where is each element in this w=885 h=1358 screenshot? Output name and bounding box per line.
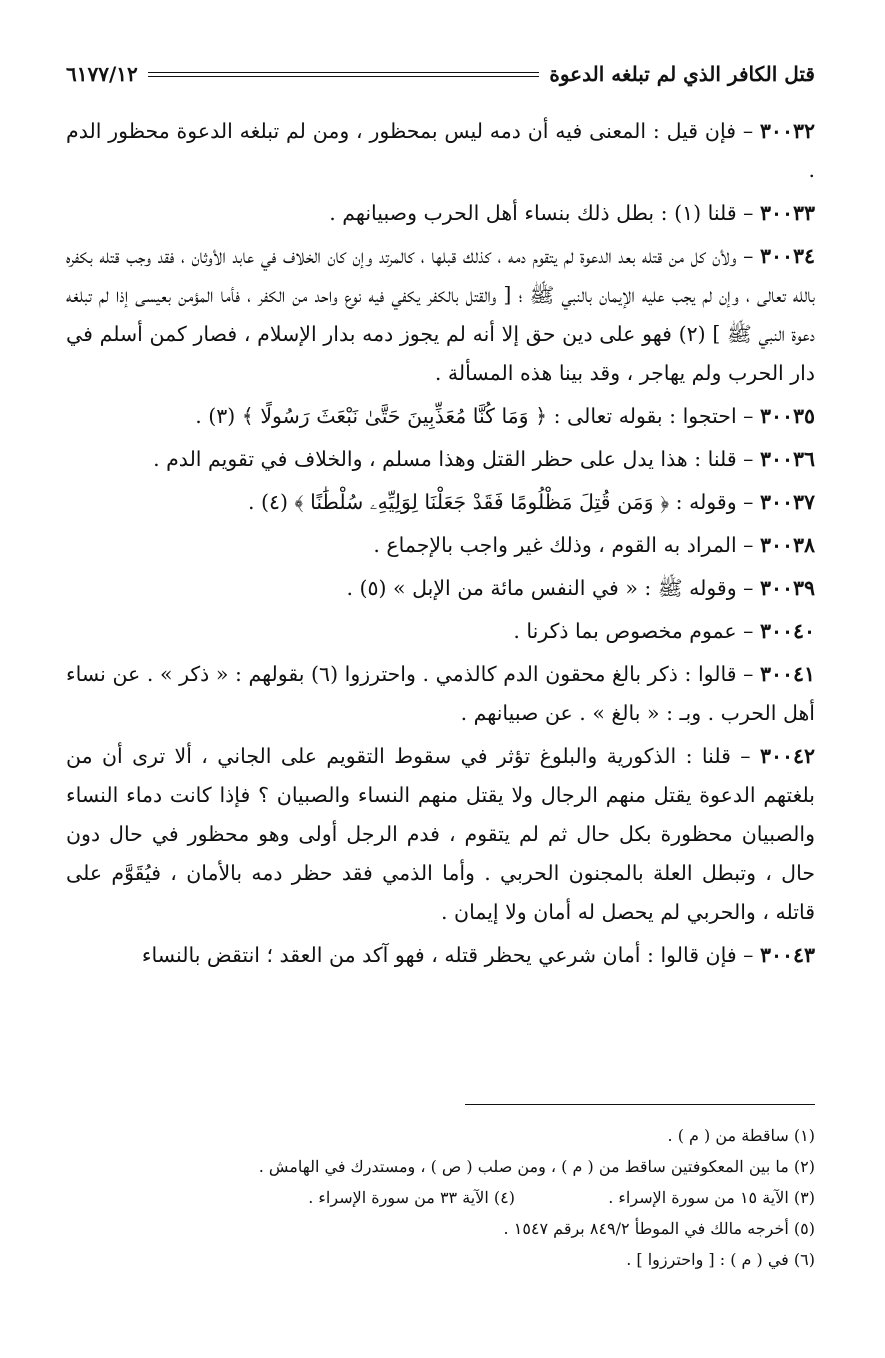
paragraph <box>66 483 815 522</box>
paragraph-number: ٣٠٠٤٣ <box>759 943 815 967</box>
paragraph-text: – احتجوا : بقوله تعالى : ﴿ وَمَا كُنَّا مُعَذِّبِينَ حَتَّىٰ نَبْعَثَ رَسُولًا ﴾ (٣) . <box>195 404 754 428</box>
paragraph <box>66 112 815 190</box>
paragraph-text: – فإن قيل : المعنى فيه أن دمه ليس بمحظور ، ومن لم تبلغه الدعوة محظور الدم . <box>66 119 815 182</box>
paragraph <box>66 440 815 479</box>
paragraph <box>66 397 815 436</box>
paragraph-text: – قلنا : هذا يدل على حظر القتل وهذا مسلم ، والخلاف في تقويم الدم . <box>153 447 754 471</box>
paragraph-text: – وقوله ﷺ : « في النفس مائة من الإبل » (٥) . <box>346 576 754 600</box>
paragraph-number: ٣٠٠٣٥ <box>759 404 815 428</box>
footnote-2: (٢) ما بين المعكوفتين ساقط من ( م ) ، ومن صلب ( ص ) ، ومستدرك في الهامش . <box>258 1157 815 1176</box>
paragraph <box>66 612 815 651</box>
paragraph-number: ٣٠٠٤٠ <box>759 619 815 643</box>
footnote-separator <box>465 1104 815 1105</box>
paragraph-text: – وقوله : ﴿ وَمَن قُتِلَ مَظْلُومًا فَقَدْ جَعَلْنَا لِوَلِيِّهِۦ سُلْطَٰنًا ﴾ (٤) . <box>247 490 754 514</box>
paragraph-number: ٣٠٠٣٢ <box>759 119 815 143</box>
paragraph-text: – قالوا : ذكر بالغ محقون الدم كالذمي . واحترزوا (٦) بقولهم : « ذكر » . عن نساء أهل الحرب . وبـ : « بالغ » . عن صبيانهم . <box>66 662 815 725</box>
paragraph-text: – عموم مخصوص بما ذكرنا . <box>513 619 754 643</box>
footnotes <box>66 1120 815 1275</box>
page-header <box>66 56 815 92</box>
paragraph-number: ٣٠٠٤٢ <box>759 744 815 768</box>
paragraph-text: – ولأن كل من قتله بعد الدعوة لم يتقوم دمه ، كذلك قبلها ، كالمرتد وإن كان الخلاف في عابد الأوثان ، فقد وجب قتله بكفره بالله تعالى ، وإن لم يجب عليه الإيمان بالنبي ﷺ ؛ [ والقتل بالكفر يكفي فيه نوع واحد من الكفر ، فأما المؤمن بعيسى إذا لم تبلغه دعوة النبي ﷺ ] (٢) فهو على دين حق إلا أنه لم يجوز دمه بدار الإسلام ، فصار كمن أسلم في دار الحرب ولم يهاجر ، وقد بينا هذه المسألة . <box>66 244 816 385</box>
paragraph <box>66 737 815 932</box>
paragraph <box>66 936 815 975</box>
header-rule <box>148 72 540 77</box>
footnote-row-3-4 <box>66 1182 815 1213</box>
paragraph <box>66 237 815 393</box>
paragraph-number: ٣٠٠٣٦ <box>759 447 815 471</box>
paragraph-number: ٣٠٠٣٤ <box>759 244 815 268</box>
paragraph <box>66 194 815 233</box>
paragraph <box>66 526 815 565</box>
footnote-6: (٦) في ( م ) : [ واحترزوا ] . <box>626 1250 815 1269</box>
footnote-4: (٤) الآية ٣٣ من سورة الإسراء . <box>308 1188 515 1207</box>
paragraph-text: – قلنا : الذكورية والبلوغ تؤثر في سقوط التقويم على الجاني ، ألا ترى أن من بلغتهم الدعوة يقتل منهم الرجال ولا يقتل منهم النساء والصبيان ؟ فإذا كانت دماء النساء والصبيان محظورة بكل حال ثم لم يتقوم ، فدم الرجل أولى وهو محظور في حال دون حال ، وتبطل العلة بالمجنون الحربي . وأما الذمي فقد حظر دمه بالأمان ، فيُقَوَّم على قاتله ، والحربي لم يحصل له أمان ولا إيمان . <box>66 744 815 924</box>
paragraph <box>66 569 815 608</box>
footnote-1: (١) ساقطة من ( م ) . <box>667 1126 815 1145</box>
paragraph-number: ٣٠٠٣٧ <box>759 490 815 514</box>
paragraph-number: ٣٠٠٣٩ <box>759 576 815 600</box>
running-title: قتل الكافر الذي لم تبلغه الدعوة <box>549 62 815 86</box>
paragraph-number: ٣٠٠٤١ <box>759 662 815 686</box>
main-text <box>66 112 815 979</box>
footnote-3: (٣) الآية ١٥ من سورة الإسراء . <box>608 1188 815 1207</box>
paragraph-number: ٣٠٠٣٨ <box>759 533 815 557</box>
paragraph-text: – المراد به القوم ، وذلك غير واجب بالإجماع . <box>373 533 754 557</box>
paragraph-text: – قلنا (١) : بطل ذلك بنساء أهل الحرب وصبيانهم . <box>329 201 754 225</box>
paragraph <box>66 655 815 733</box>
footnote-5: (٥) أخرجه مالك في الموطأ ٨٤٩/٢ برقم ١٥٤٧ . <box>503 1219 815 1238</box>
page-number: ٦١٧٧/١٢ <box>66 62 138 86</box>
paragraph-text: – فإن قالوا : أمان شرعي يحظر قتله ، فهو آكد من العقد ؛ انتقض بالنساء <box>141 943 754 967</box>
paragraph-number: ٣٠٠٣٣ <box>759 201 815 225</box>
